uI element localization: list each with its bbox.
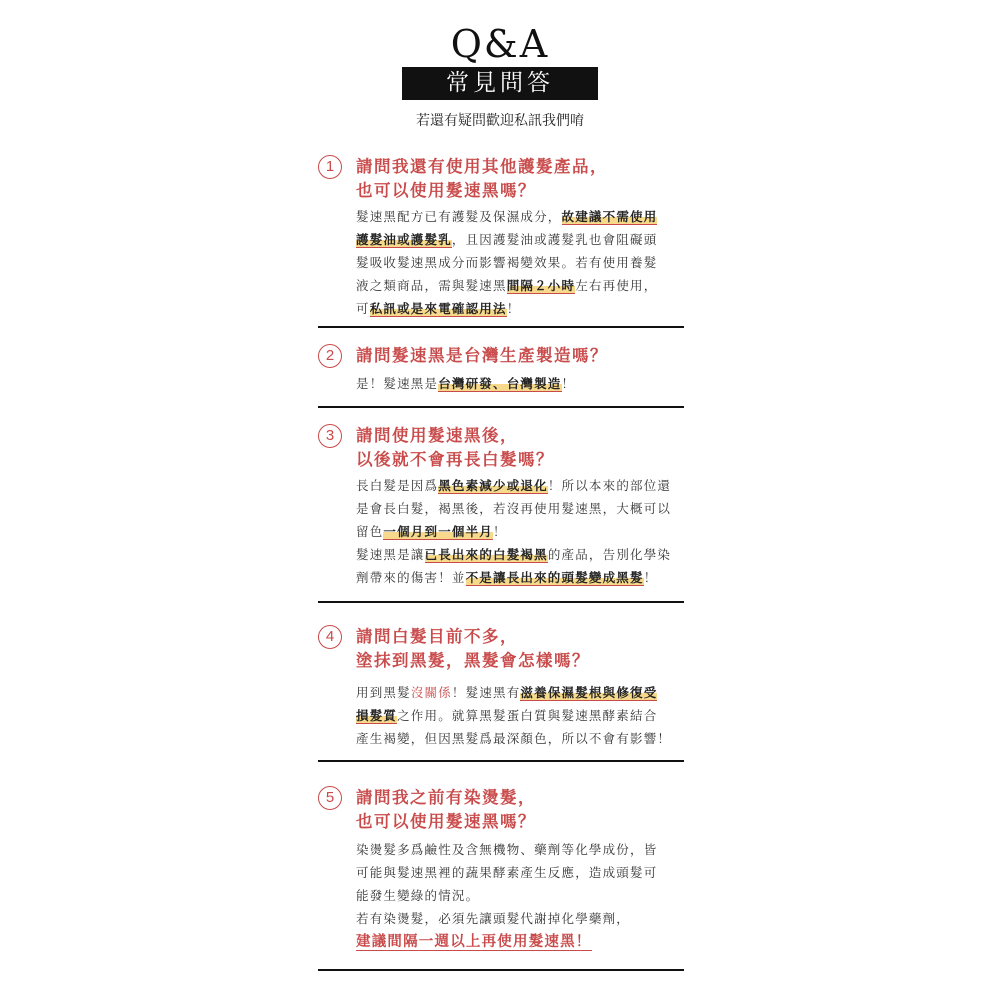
divider — [318, 406, 684, 408]
number-badge: 4 — [318, 625, 342, 649]
divider — [318, 760, 684, 762]
answer: 用到黑髮沒關係！髮速黑有滋養保濕髮根與修復受 損髮質之作用。就算黑髮蛋白質與髮速黑酵素結合 產生褐變，但因黑髮爲最深顏色，所以不會有影響！ — [356, 685, 672, 746]
question: 請問我之前有染燙髮， 也可以使用髮速黑嗎？ — [356, 788, 536, 831]
number-badge: 3 — [318, 424, 342, 448]
divider — [318, 601, 684, 603]
question: 請問髮速黑是台灣生產製造嗎？ — [356, 346, 608, 365]
number-badge: 5 — [318, 786, 342, 810]
number-badge: 2 — [318, 344, 342, 368]
number-badge: 1 — [318, 155, 342, 179]
answer: 染燙髮多爲鹼性及含無機物、藥劑等化學成份，皆 可能與髮速黑裡的蔬果酵素產生反應，造成頭髮可 能發生變綠的情況。 若有染燙髮，必須先讓頭髮代謝掉化學藥劑， 建議間隔一週以上再使用髮速黑！ — [356, 842, 658, 950]
answer: 長白髮是因爲黑色素減少或退化！所以本來的部位還 是會長白髮，褐黑後，若沒再使用髮速黑，大概可以 留色一個月到一個半月！ 髮速黑是讓已長出來的白髮褐黑的產品，告別化學染 劑帶來的傷害！並不是讓長出來的頭髮變成黑髮！ — [356, 478, 672, 585]
question: 請問白髮目前不多， 塗抹到黑髮，黑髮會怎樣嗎？ — [356, 627, 590, 670]
divider — [318, 969, 684, 971]
question: 請問使用髮速黑後， 以後就不會再長白髮嗎？ — [356, 426, 554, 469]
question: 請問我還有使用其他護髮產品， 也可以使用髮速黑嗎？ — [356, 157, 608, 200]
answer: 是！髮速黑是台灣研發、台灣製造！ — [356, 376, 576, 391]
divider — [318, 326, 684, 328]
page-title: Q&A — [450, 22, 550, 66]
answer: 髮速黑配方已有護髮及保濕成分，故建議不需使用 護髮油或護髮乳，且因護髮油或護髮乳也會阻礙頭 髮吸收髮速黑成分而影響褐變效果。若有使用養髮 液之類商品，需與髮速黑間隔２小時左右再使用， 可私訊或是來電確認用法！ — [356, 209, 658, 316]
title-banner: 常見問答 — [402, 67, 598, 100]
page-subtitle: 若還有疑問歡迎私訊我們唷 — [416, 113, 584, 129]
